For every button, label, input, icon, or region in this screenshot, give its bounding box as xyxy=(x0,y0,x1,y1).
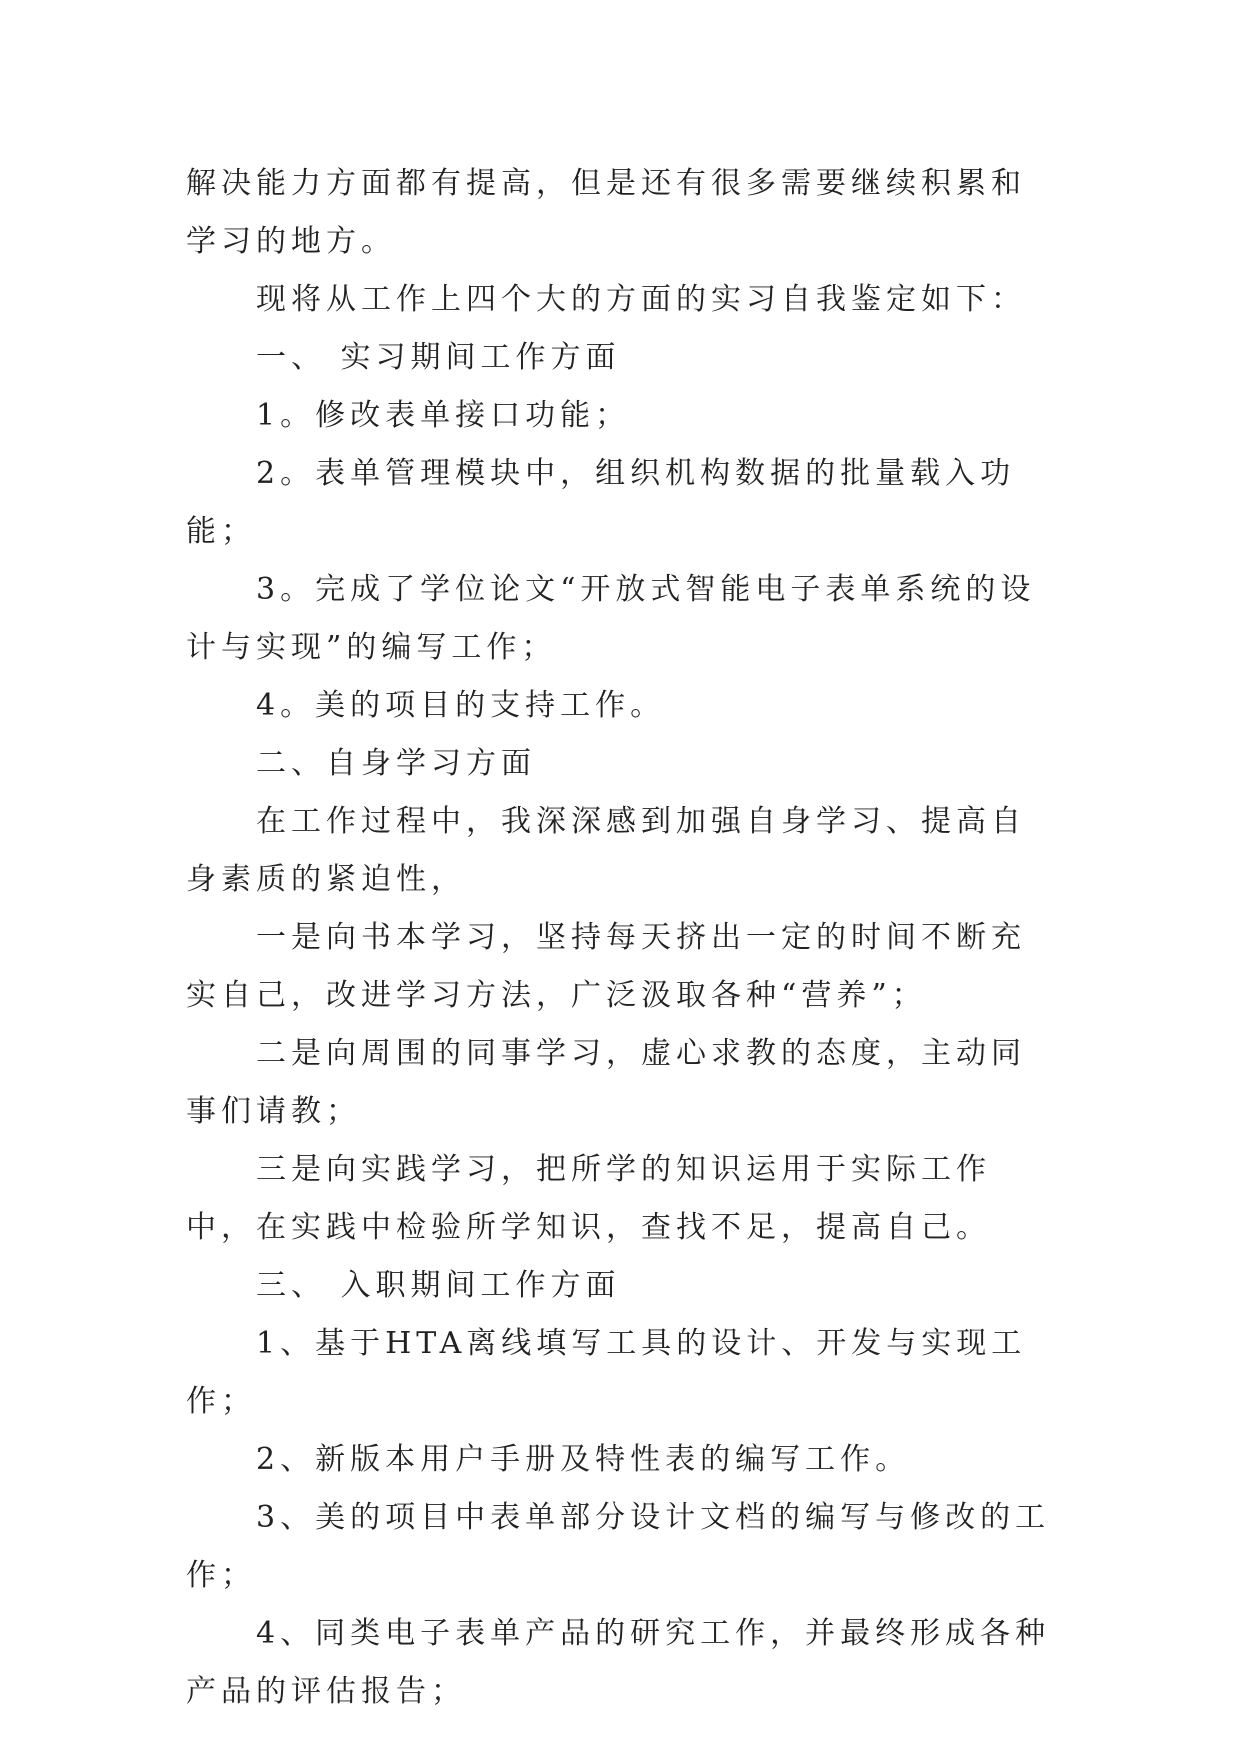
paragraph: 在工作过程中，我深深感到加强自身学习、提高自身素质的紧迫性， xyxy=(186,804,1026,897)
list-item: 1。修改表单接口功能； xyxy=(256,398,631,433)
document-body xyxy=(186,155,1056,1721)
list-item: 3、美的项目中表单部分设计文档的编写与修改的工作； xyxy=(186,1500,1051,1593)
section-heading-3: 三、 入职期间工作方面 xyxy=(256,1268,621,1303)
paragraph: 三是向实践学习，把所学的知识运用于实际工作中，在实践中检验所学知识，查找不足，提高自己。 xyxy=(186,1152,991,1245)
list-item: 2。表单管理模块中，组织机构数据的批量载入功能； xyxy=(186,456,1016,549)
paragraph-intro: 现将从工作上四个大的方面的实习自我鉴定如下： xyxy=(256,282,1026,317)
paragraph: 二是向周围的同事学习，虚心求教的态度，主动同事们请教； xyxy=(186,1036,1026,1129)
list-item: 4、同类电子表单产品的研究工作，并最终形成各种产品的评估报告； xyxy=(186,1616,1051,1709)
list-item: 4。美的项目的支持工作。 xyxy=(256,688,666,723)
list-item: 1、基于HTA离线填写工具的设计、开发与实现工作； xyxy=(186,1326,1027,1419)
list-item: 3。完成了学位论文“开放式智能电子表单系统的设计与实现”的编写工作； xyxy=(186,572,1036,665)
list-item: 2、新版本用户手册及特性表的编写工作。 xyxy=(256,1442,911,1477)
paragraph-continuation: 解决能力方面都有提高，但是还有很多需要继续积累和学习的地方。 xyxy=(186,166,1026,259)
section-heading-1: 一、 实习期间工作方面 xyxy=(256,340,621,375)
section-heading-2: 二、自身学习方面 xyxy=(256,746,536,781)
paragraph: 一是向书本学习，坚持每天挤出一定的时间不断充实自己，改进学习方法，广泛汲取各种“营养”； xyxy=(186,920,1026,1013)
